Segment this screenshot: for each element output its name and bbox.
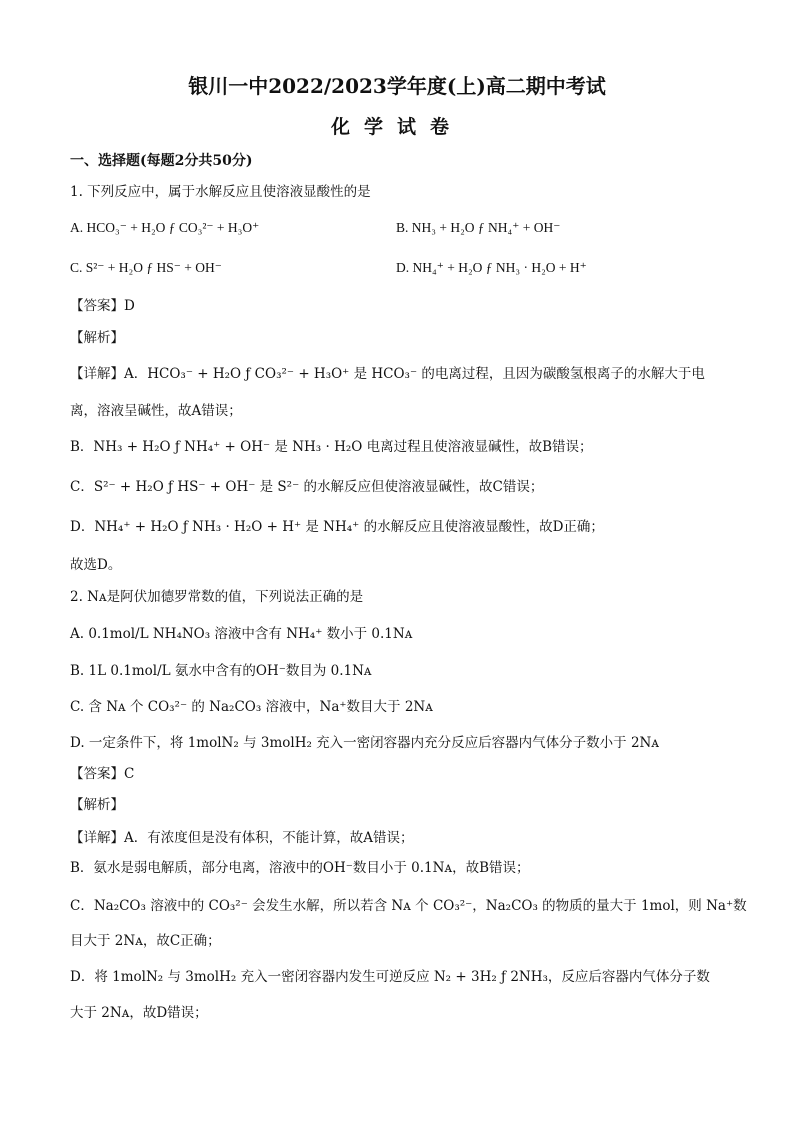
- q2-option-c: C. 含 Nᴀ 个 CO₃²⁻ 的 Na₂CO₃ 溶液中，Na⁺数目大于 2Nᴀ: [70, 699, 433, 715]
- q1-detail-a-line1: 【详解】A．HCO₃⁻ + H₂O ƒ CO₃²⁻ + H₃O⁺ 是 HCO₃⁻ 的电离过程，且因为碳酸氢根离子的水解大于电: [70, 366, 705, 382]
- exam-title: 银川一中2022/2023学年度(上)高二期中考试: [188, 74, 606, 98]
- q2-option-b: B. 1L 0.1mol/L 氨水中含有的OH⁻数目为 0.1Nᴀ: [70, 663, 372, 679]
- q2-analysis-label: 【解析】: [70, 797, 124, 813]
- q2-detail-d-line2: 大于 2Nᴀ，故D错误；: [70, 1005, 208, 1021]
- q1-option-c: C. S²⁻ + H₂O ƒ HS⁻ + OH⁻: [70, 260, 222, 275]
- q1-option-a: A. HCO₃⁻ + H₂O ƒ CO₃²⁻ + H₃O⁺: [70, 220, 260, 235]
- q1-option-d: D. NH₄⁺ + H₂O ƒ NH₃ · H₂O + H⁺: [396, 260, 587, 275]
- q1-detail-d: D．NH₄⁺ + H₂O ƒ NH₃ · H₂O + H⁺ 是 NH₄⁺ 的水解反应且使溶液显酸性，故D正确；: [70, 519, 604, 535]
- q2-answer: 【答案】C: [70, 766, 135, 782]
- q1-option-b: B. NH₃ + H₂O ƒ NH₄⁺ + OH⁻: [396, 220, 561, 235]
- q2-detail-a: 【详解】A．有浓度但是没有体积，不能计算，故A错误；: [70, 830, 414, 846]
- q2-option-a: A. 0.1mol/L NH₄NO₃ 溶液中含有 NH₄⁺ 数小于 0.1Nᴀ: [70, 626, 413, 642]
- q2-detail-c-line1: C．Na₂CO₃ 溶液中的 CO₃²⁻ 会发生水解，所以若含 Nᴀ 个 CO₃²⁻，Na₂CO₃ 的物质的量大于 1mol，则 Na⁺数: [70, 898, 747, 914]
- q2-detail-c-line2: 目大于 2Nᴀ，故C正确；: [70, 933, 221, 949]
- subject-title: 化学试卷: [330, 116, 463, 138]
- q1-analysis-label: 【解析】: [70, 330, 124, 346]
- q1-detail-b: B．NH₃ + H₂O ƒ NH₄⁺ + OH⁻ 是 NH₃ · H₂O 电离过程且使溶液显碱性，故B错误；: [70, 439, 593, 455]
- q1-detail-c: C．S²⁻ + H₂O ƒ HS⁻ + OH⁻ 是 S²⁻ 的水解反应但使溶液显碱性，故C错误；: [70, 479, 544, 495]
- q1-answer: 【答案】D: [70, 298, 135, 314]
- section-heading: 一、选择题(每题2分共50分): [70, 153, 253, 169]
- q2-option-d: D. 一定条件下，将 1molN₂ 与 3molH₂ 充入一密闭容器内充分反应后容器内气体分子数小于 2Nᴀ: [70, 735, 659, 751]
- q1-conclusion: 故选D。: [70, 557, 122, 573]
- q2-detail-b: B．氨水是弱电解质，部分电离，溶液中的OH⁻数目小于 0.1Nᴀ，故B错误；: [70, 860, 530, 876]
- q2-stem: 2. Nᴀ是阿伏加德罗常数的值，下列说法正确的是: [70, 589, 364, 605]
- q1-stem: 1. 下列反应中，属于水解反应且使溶液显酸性的是: [70, 184, 371, 200]
- q2-detail-d-line1: D．将 1molN₂ 与 3molH₂ 充入一密闭容器内发生可逆反应 N₂ + 3H₂ ƒ 2NH₃，反应后容器内气体分子数: [70, 969, 710, 985]
- q1-detail-a-line2: 离，溶液呈碱性，故A错误；: [70, 403, 242, 419]
